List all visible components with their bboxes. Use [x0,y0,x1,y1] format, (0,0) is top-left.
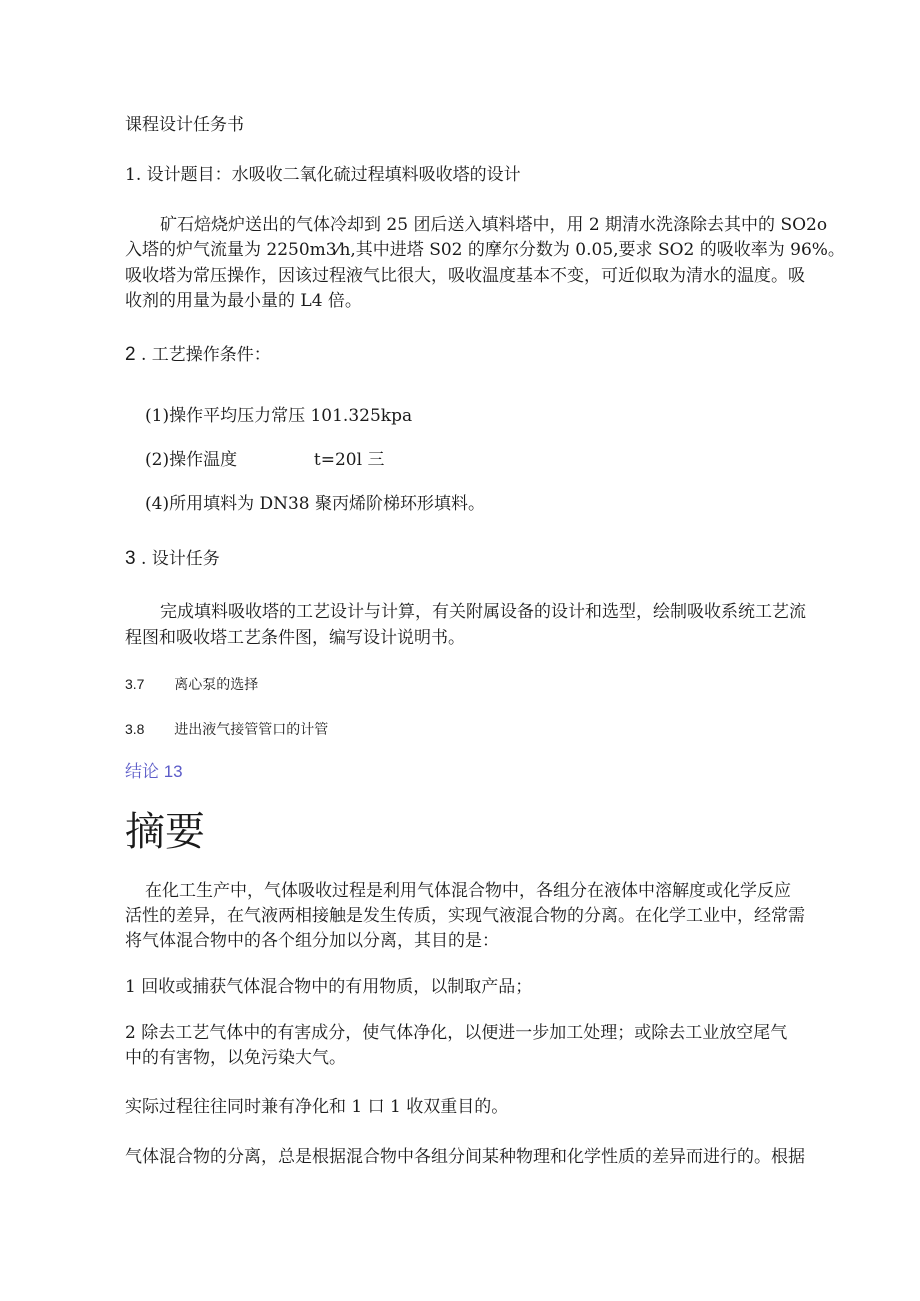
toc-entry-number: 3.8 [125,721,145,737]
section-1-para-line: 吸收塔为常压操作，因该过程液气比很大，吸收温度基本不变，可近似取为清水的温度。吸 [125,266,805,286]
abstract-para-2: 实际过程往往同时兼有净化和 1 口 1 收双重目的。 [125,1097,509,1117]
condition-item-2-value: t=20l 三 [313,450,385,470]
toc-entry[interactable] [125,673,258,695]
section-2-title: . 工艺操作条件： [140,345,271,365]
abstract-para-3: 气体混合物的分离，总是根据混合物中各组分间某种物理和化学性质的差异而进行的。根据 [125,1147,805,1167]
section-1-para-line: 矿石焙烧炉送出的气体冷却到 25 团后送入填料塔中，用 2 期清水洗涤除去其中的 SO2o [160,215,828,235]
toc-entry-text: 离心泵的选择 [174,676,259,692]
abstract-item-1: 1 回收或捕获气体混合物中的有用物质，以制取产品； [125,977,533,997]
abstract-para-line: 将气体混合物中的各个组分加以分离，其目的是： [125,931,499,951]
section-3-heading [125,548,220,570]
toc-link-conclusion[interactable]: 结论 13 [125,762,183,781]
condition-item-1: (1)操作平均压力常压 101.325kpa [145,406,413,426]
abstract-item-2-line: 中的有害物，以免污染大气。 [125,1048,346,1068]
section-3-number: 3 [125,548,136,569]
abstract-para-line: 在化工生产中，气体吸收过程是利用气体混合物中，各组分在液体中溶解度或化学反应 [145,881,791,901]
condition-item-2-label: (2)操作温度 [145,450,238,470]
toc-entry-number: 3.7 [125,676,145,692]
document-heading: 课程设计任务书 [125,115,244,135]
section-3-para-line: 完成填料吸收塔的工艺设计与计算，有关附属设备的设计和选型，绘制吸收系统工艺流 [160,602,806,622]
section-2-number: 2 [125,344,136,365]
section-1-para-line: 入塔的炉气流量为 2250m3⁄h,其中进塔 S02 的摩尔分数为 0.05,要求 SO2 的吸收率为 96%。 [125,240,845,260]
section-2-heading [125,344,271,366]
section-3-para-line: 程图和吸收塔工艺条件图，编写设计说明书。 [125,628,465,648]
condition-item-2 [145,449,384,471]
toc-entry[interactable] [125,718,328,740]
abstract-item-2-line: 2 除去工艺气体中的有害成分，使气体净化，以便进一步加工处理；或除去工业放空尾气 [125,1023,788,1043]
condition-item-4: (4)所用填料为 DN38 聚丙烯阶梯环形填料。 [145,494,486,514]
section-1-para-line: 收剂的用量为最小量的 L4 倍。 [125,291,362,311]
section-1-title: 1. 设计题目：水吸收二氧化硫过程填料吸收塔的设计 [125,165,521,185]
toc-entry-text: 进出液气接管管口的计管 [174,721,329,737]
abstract-para-line: 活性的差异，在气液两相接触是发生传质，实现气液混合物的分离。在化学工业中，经常需 [125,906,805,926]
abstract-title: 摘要 [125,809,205,855]
section-3-title: . 设计任务 [140,549,220,569]
